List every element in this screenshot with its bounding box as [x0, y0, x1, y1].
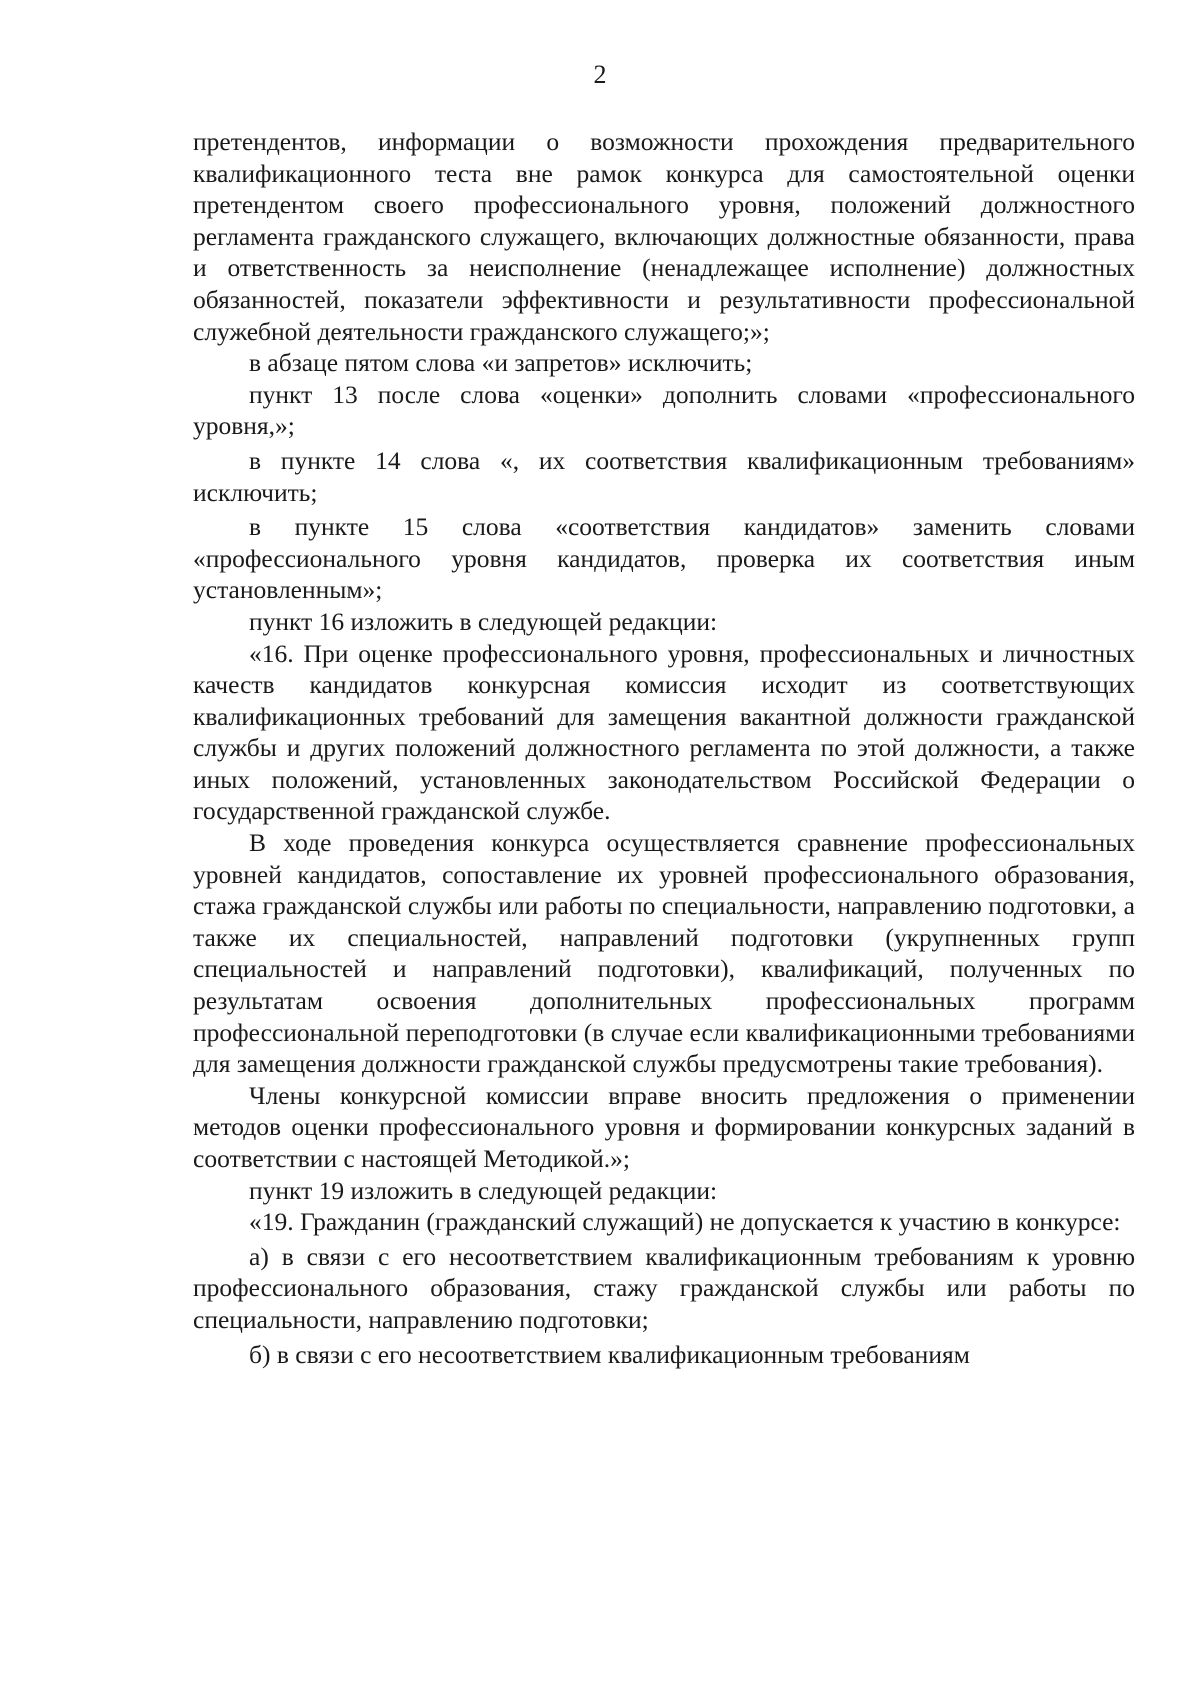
paragraph-punkt-16-comparison: В ходе проведения конкурса осуществляется сравнение профессиональных уровней кандидатов, сопоставление их уровней профессионального образования, стажа гражданской службы или работы по специальности, направлению подготовки, а также их специальностей, направлений подготовки (укрупненных групп специальностей и направлений подготовки), квалификаций, полученных по результатам освоения дополнительных профессиональных программ профессиональной переподготовки (в случае если квалификационными требованиями для замещения должности гражданской службы предусмотрены такие требования). [193, 828, 1135, 1079]
paragraph-punkt-16-text: «16. При оценке профессионального уровня, профессиональных и личностных качеств кандидатов конкурсная комиссия исходит из соответствующих квалификационных требований для замещения вакантной должности гражданской службы и других положений должностного регламента по этой должности, а также иных положений, установленных законодательством Российской Федерации о государственной гражданской службе. [193, 638, 1135, 826]
paragraph-punkt-16-members: Члены конкурсной комиссии вправе вносить предложения о применении методов оценки профессионального уровня и формировании конкурсных заданий в соответствии с настоящей Методикой.»; [193, 1080, 1135, 1173]
paragraph-amendment-punkt-14: в пункте 14 слова «, их соответствия квалификационным требованиям» исключить; [193, 445, 1135, 507]
paragraph-amendment-punkt-15: в пункте 15 слова «соответствия кандидатов» заменить словами «профессионального уровня кандидатов, проверка их соответствия иным установленным»; [193, 512, 1135, 605]
paragraph-punkt-19-b: б) в связи с его несоответствием квалификационным требованиям [249, 1339, 970, 1369]
paragraph-amendment-punkt-13: пункт 13 после слова «оценки» дополнить словами «профессионального уровня,»; [193, 379, 1135, 441]
paragraph-amendment-abzac-5: в абзаце пятом слова «и запретов» исключить; [249, 348, 753, 378]
document-body [193, 126, 1135, 1370]
paragraph-punkt-16-intro: пункт 16 изложить в следующей редакции: [249, 606, 718, 636]
paragraph-punkt-19-intro: пункт 19 изложить в следующей редакции: [249, 1175, 718, 1205]
paragraph-punkt-19-a: а) в связи с его несоответствием квалификационным требованиям к уровню профессионального образования, стажу гражданской службы или работы по специальности, направлению подготовки; [193, 1241, 1135, 1334]
paragraph-punkt-19-text: «19. Гражданин (гражданский служащий) не допускается к участию в конкурсе: [249, 1207, 1121, 1237]
page-number: 2 [593, 60, 607, 89]
paragraph-continuation: претендентов, информации о возможности прохождения предварительного квалификационного теста вне рамок конкурса для самостоятельной оценки претендентом своего профессионального уровня, положений должностного регламента гражданского служащего, включающих должностные обязанности, права и ответственность за неисполнение (ненадлежащее исполнение) должностных обязанностей, показатели эффективности и результативности профессиональной служебной деятельности гражданского служащего;»; [193, 127, 1135, 346]
